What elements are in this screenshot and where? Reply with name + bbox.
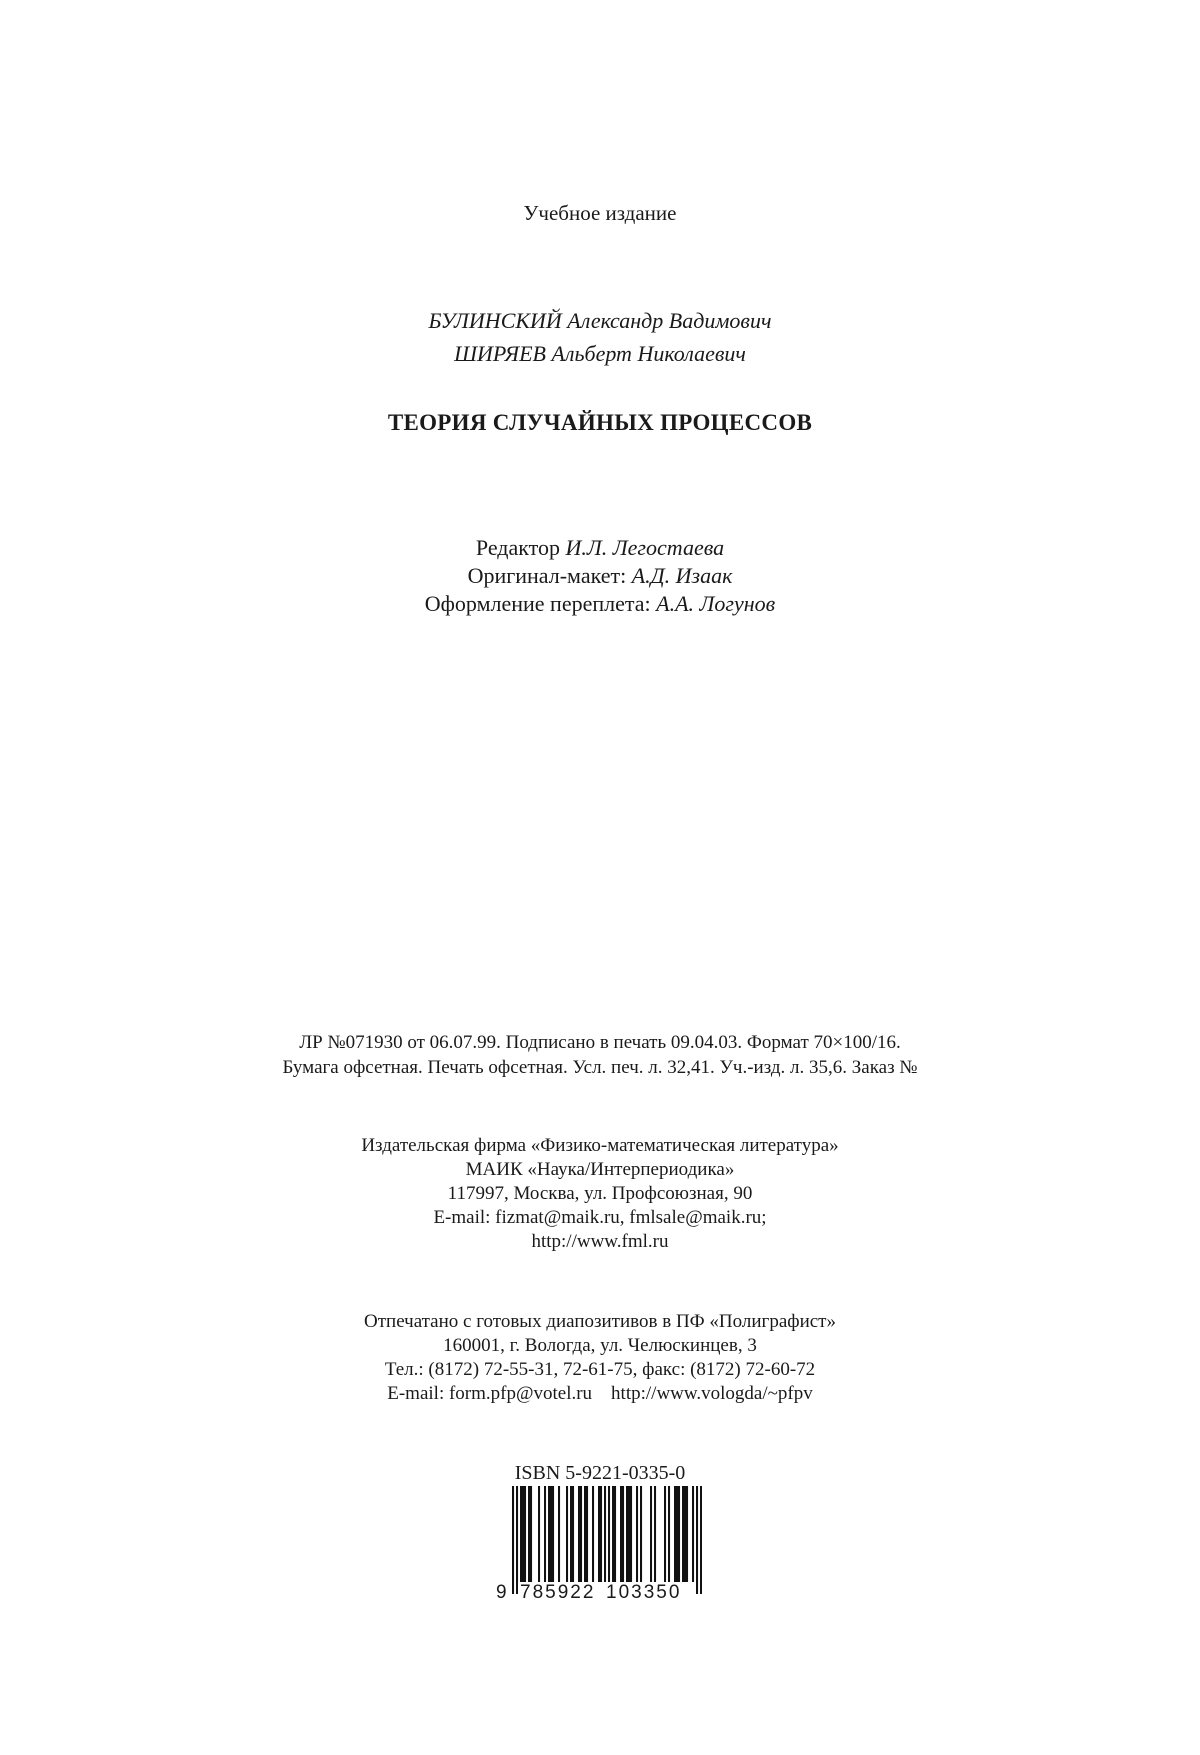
barcode-bar	[580, 1486, 582, 1582]
barcode-bar	[668, 1486, 670, 1582]
barcode-bar	[566, 1486, 568, 1582]
barcode-right-digits: 103350	[606, 1582, 682, 1603]
barcode-bar	[620, 1486, 622, 1582]
credit-layout-role: Оригинал-макет:	[467, 563, 627, 588]
barcode-bar	[570, 1486, 572, 1582]
barcode-bar	[682, 1486, 684, 1582]
book-title: ТЕОРИЯ СЛУЧАЙНЫХ ПРОЦЕССОВ	[387, 410, 813, 435]
barcode-bar	[584, 1486, 586, 1582]
barcode-bar	[626, 1486, 628, 1582]
barcode-bar	[544, 1486, 546, 1582]
barcode-bar	[614, 1486, 616, 1582]
publisher-line-1: Издательская фирма «Физико-математическая литература»	[361, 1135, 839, 1156]
barcode-bar	[630, 1486, 632, 1582]
barcode-bar	[550, 1486, 552, 1582]
barcode-bar	[628, 1486, 630, 1582]
barcode-bar	[678, 1486, 680, 1582]
author-1-name: Александр Вадимович	[567, 308, 772, 333]
author-2	[0, 341, 1200, 367]
edition-type: Учебное издание	[523, 201, 677, 225]
barcode-bar	[650, 1486, 652, 1582]
barcode-bar	[572, 1486, 574, 1582]
publisher-website: http://www.fml.ru	[531, 1231, 669, 1252]
barcode-bars	[512, 1486, 702, 1594]
barcode-bar	[700, 1486, 702, 1594]
barcode-bar	[622, 1486, 624, 1582]
author-2-name: Альберт Николаевич	[551, 341, 746, 366]
credit-editor	[0, 535, 1200, 561]
printer-phone: Тел.: (8172) 72-55-31, 72-61-75, факс: (8172) 72-60-72	[384, 1359, 816, 1380]
isbn-barcode	[496, 1486, 706, 1604]
credit-layout	[0, 563, 1200, 589]
barcode-bar	[598, 1486, 600, 1582]
printer-contacts: E-mail: form.pfp@votel.ru http://www.vologda/~pfpv	[387, 1383, 813, 1404]
barcode-bar	[640, 1486, 642, 1582]
barcode-bar	[684, 1486, 686, 1582]
barcode-bar	[612, 1486, 614, 1582]
publisher-email: E-mail: fizmat@maik.ru, fmlsale@maik.ru;	[433, 1207, 767, 1228]
credit-cover	[0, 591, 1200, 617]
author-1-surname: БУЛИНСКИЙ	[428, 308, 562, 333]
barcode-bar	[530, 1486, 532, 1582]
barcode-bar	[578, 1486, 580, 1582]
barcode-bar	[558, 1486, 560, 1582]
barcode-first-digit: 9	[496, 1582, 509, 1603]
barcode-bar	[520, 1486, 522, 1582]
barcode-bar	[608, 1486, 610, 1594]
barcode-bar	[692, 1486, 694, 1582]
barcode-bar	[592, 1486, 594, 1582]
barcode-bar	[586, 1486, 588, 1582]
credit-cover-person: А.А. Логунов	[656, 591, 776, 616]
credit-cover-role: Оформление переплета:	[424, 591, 651, 616]
publisher-line-2: МАИК «Наука/Интерпериодика»	[465, 1159, 735, 1180]
publisher-line-3: 117997, Москва, ул. Профсоюзная, 90	[447, 1183, 753, 1204]
isbn-label: ISBN 5-9221-0335-0	[514, 1462, 686, 1484]
barcode-bar	[524, 1486, 526, 1582]
barcode-bar	[522, 1486, 524, 1582]
barcode-bar	[636, 1486, 638, 1582]
barcode-bar	[516, 1486, 518, 1594]
imprint-line-1: ЛР №071930 от 06.07.99. Подписано в печать 09.04.03. Формат 70×100/16.	[299, 1032, 901, 1053]
barcode-bar	[676, 1486, 678, 1582]
barcode-bar	[664, 1486, 666, 1582]
barcode-bar	[552, 1486, 554, 1582]
barcode-bar	[548, 1486, 550, 1582]
barcode-bar	[604, 1486, 606, 1594]
barcode-bar	[674, 1486, 676, 1582]
author-2-surname: ШИРЯЕВ	[454, 341, 546, 366]
barcode-bar	[654, 1486, 656, 1582]
barcode-bar	[538, 1486, 540, 1582]
barcode-bar	[686, 1486, 688, 1582]
barcode-bar	[600, 1486, 602, 1582]
printer-line-1: Отпечатано с готовых диапозитивов в ПФ «Полиграфист»	[364, 1311, 836, 1332]
author-1	[0, 308, 1200, 334]
barcode-bar	[512, 1486, 514, 1594]
printer-line-2: 160001, г. Вологда, ул. Челюскинцев, 3	[443, 1335, 757, 1356]
imprint-line-2: Бумага офсетная. Печать офсетная. Усл. печ. л. 32,41. Уч.-изд. л. 35,6. Заказ №	[282, 1057, 918, 1078]
barcode-bar	[528, 1486, 530, 1582]
credit-layout-person: А.Д. Изаак	[631, 563, 733, 588]
barcode-left-digits: 785922	[520, 1582, 596, 1603]
credit-editor-role: Редактор	[475, 535, 560, 560]
barcode-bar	[696, 1486, 698, 1594]
credit-editor-person: И.Л. Легостаева	[565, 535, 725, 560]
